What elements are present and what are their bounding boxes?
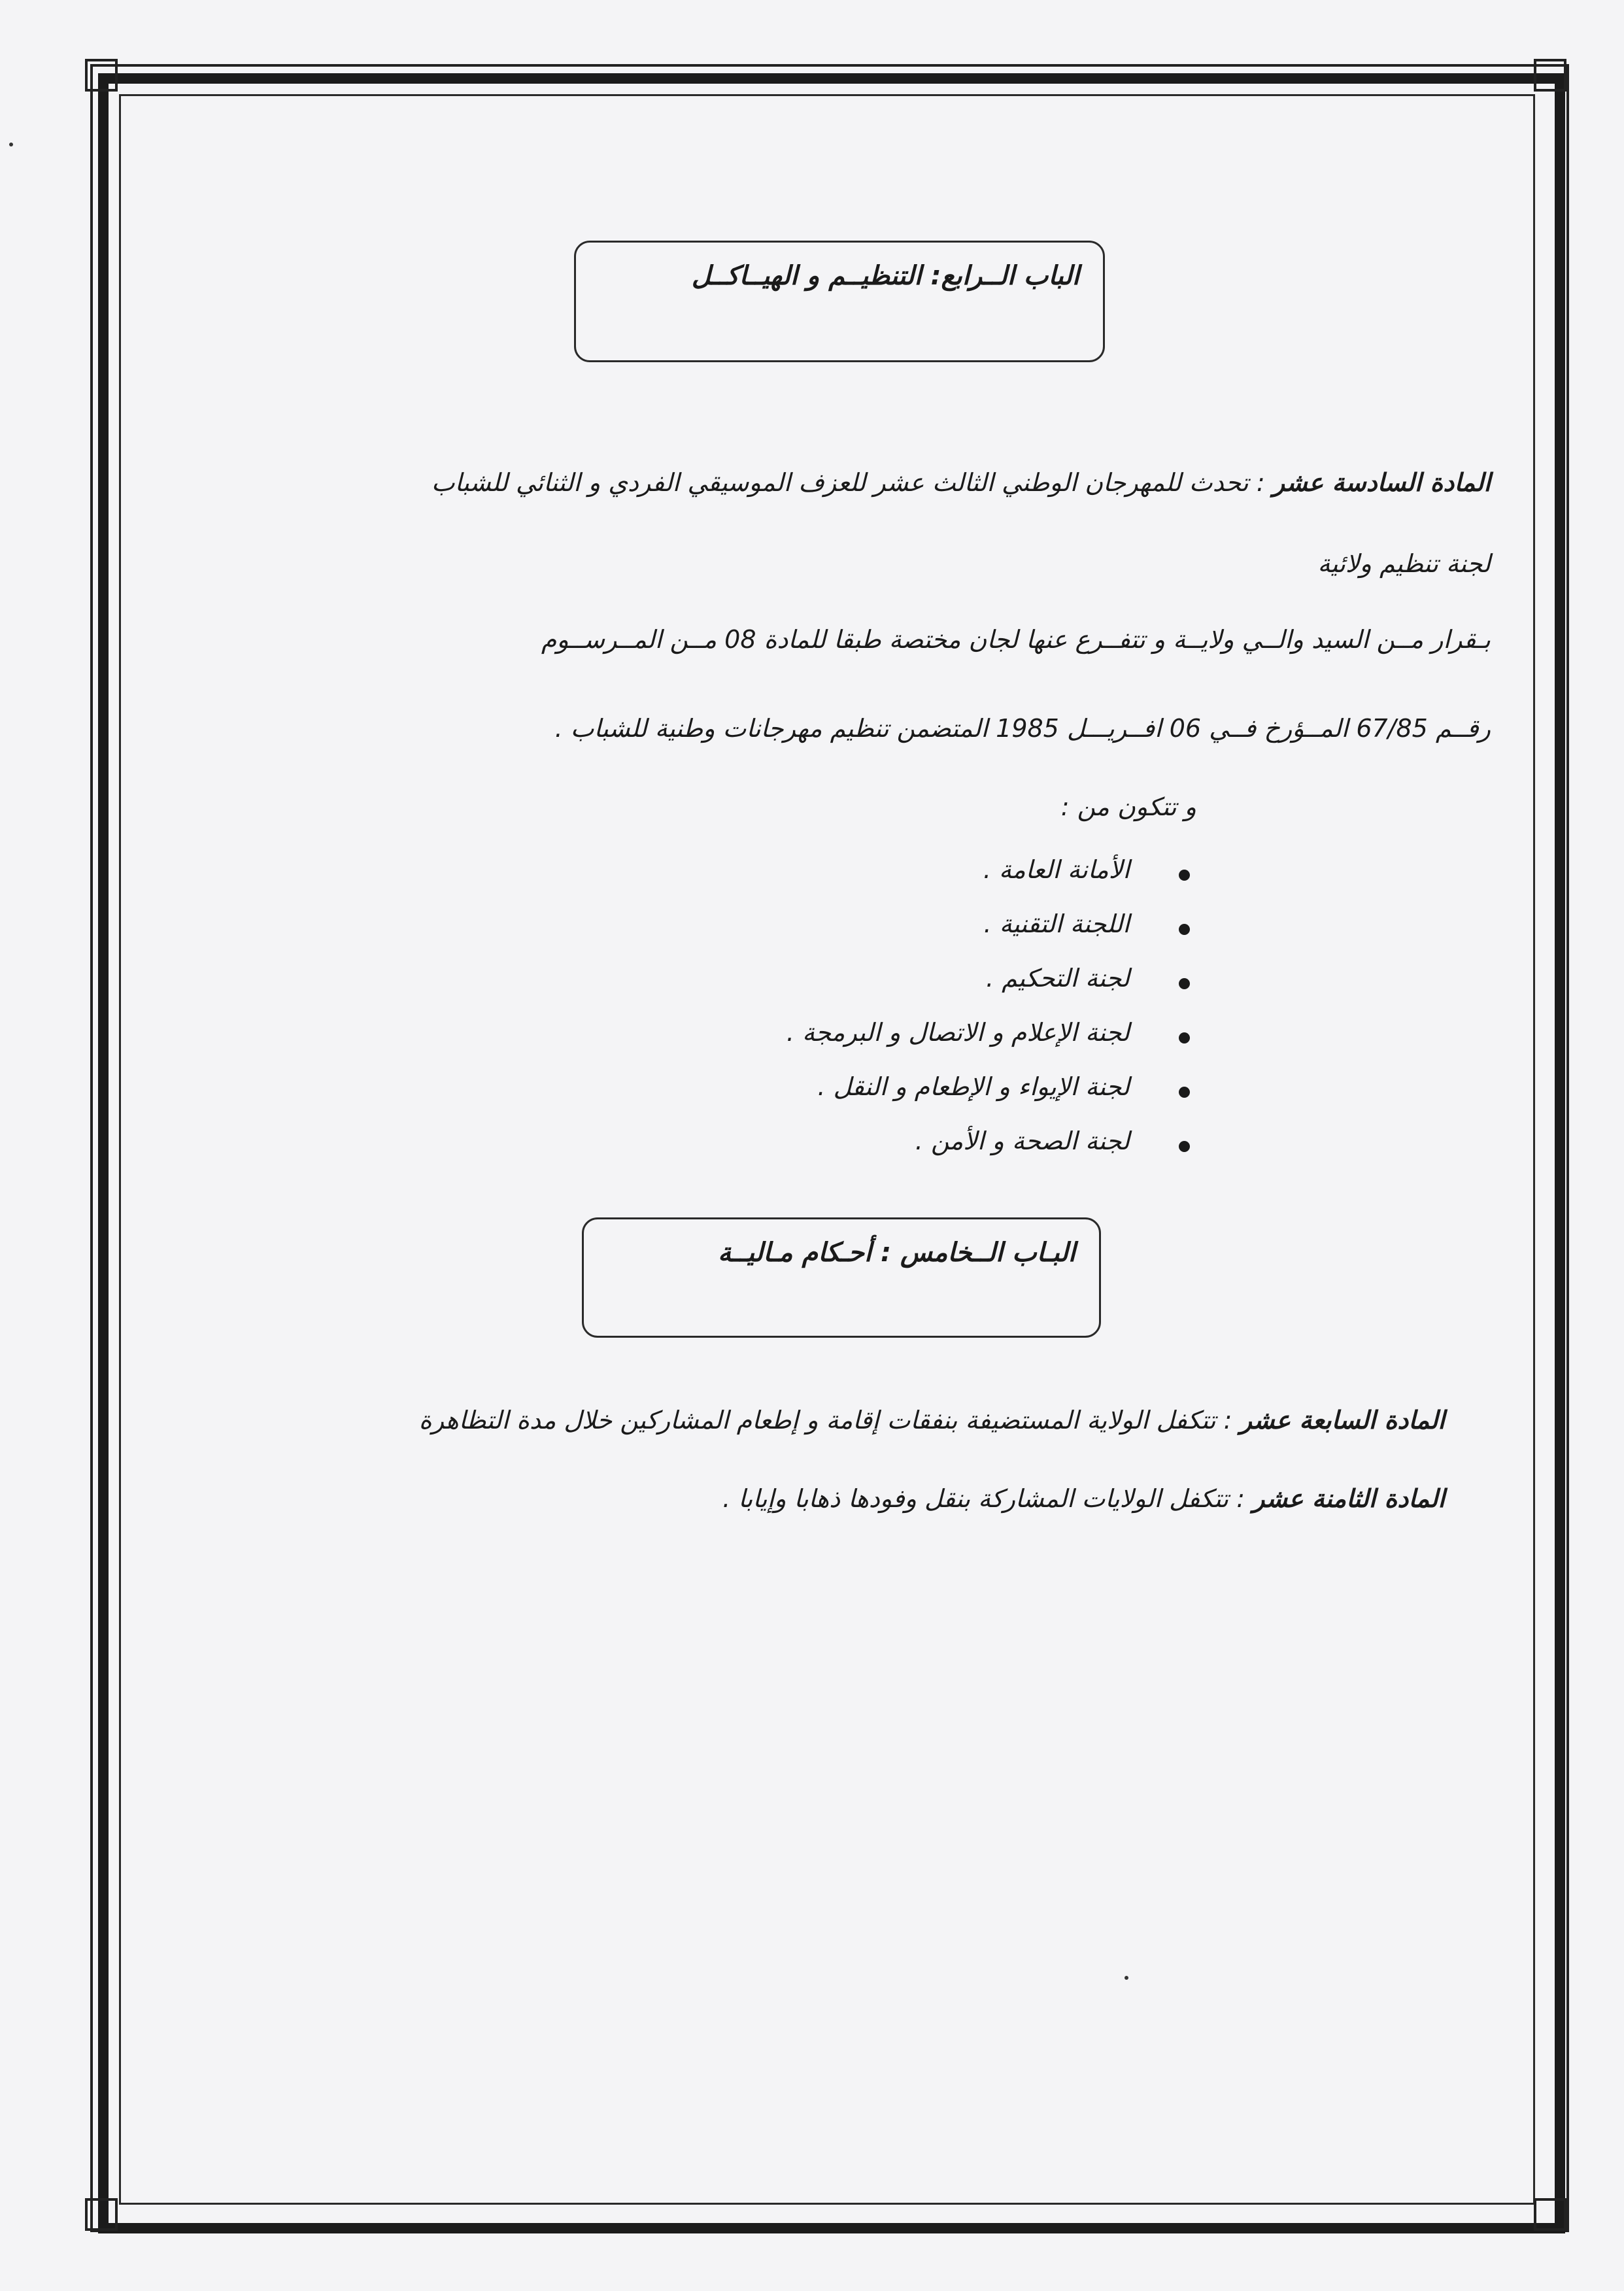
- article-18-label: المادة الثامنة عشر: [1253, 1484, 1445, 1513]
- article-16-committee: لجنة تنظيم ولائية: [1317, 549, 1491, 578]
- bullet-icon: [1179, 978, 1190, 989]
- list-item-text: الأمانة العامة .: [983, 855, 1130, 884]
- chapter-five-title-box: [582, 1217, 1101, 1338]
- committees-list: [588, 855, 1190, 1181]
- chapter-five-title: البـاب الــخامس : أحـكام مـاليــة: [718, 1238, 1075, 1268]
- article-16-decree-reference: رقــم 67/85 المــؤرخ فــي 06 افــريـــل 1985 المتضمن تنظيم مهرجانات وطنية للشباب .: [554, 714, 1491, 743]
- chapter-four-title: الباب الــرابع: التنظيــم و الهيــاكــل: [691, 261, 1079, 291]
- list-item: [588, 964, 1190, 1018]
- composition-intro: و تتكون من :: [1060, 792, 1196, 821]
- scan-speck: [9, 143, 13, 146]
- list-item: [588, 1018, 1190, 1072]
- scan-speck: [1125, 1976, 1128, 1980]
- bullet-icon: [1179, 870, 1190, 881]
- list-item: [588, 855, 1190, 909]
- bullet-icon: [1179, 1141, 1190, 1152]
- list-item-text: اللجنة التقنية .: [983, 909, 1130, 938]
- article-16-line-3: [216, 625, 1491, 654]
- list-item: [588, 1127, 1190, 1181]
- list-item-text: لجنة التحكيم .: [985, 964, 1130, 993]
- article-17-label: المادة السابعة عشر: [1240, 1406, 1445, 1434]
- chapter-four-title-box: [574, 241, 1105, 362]
- border-corner-ornament: [1534, 59, 1566, 92]
- article-16-line-4: [216, 714, 1491, 743]
- list-item-text: لجنة الصحة و الأمن .: [915, 1127, 1130, 1155]
- article-16-text: : تحدث للمهرجان الوطني الثالث عشر للعزف الموسيقي الفردي و الثنائي للشباب: [431, 468, 1265, 497]
- article-16-intro: [654, 792, 1196, 821]
- list-item: [588, 909, 1190, 964]
- bullet-icon: [1179, 1087, 1190, 1098]
- bullet-icon: [1179, 1032, 1190, 1044]
- bullet-icon: [1179, 924, 1190, 935]
- list-item: [588, 1072, 1190, 1127]
- article-17-text: : تتكفل الولاية المستضيفة بنفقات إقامة و إطعام المشاركين خلال مدة التظاهرة: [418, 1406, 1232, 1434]
- border-corner-ornament: [85, 2198, 118, 2231]
- article-17-line: [248, 1406, 1445, 1434]
- article-16-line-2: [235, 549, 1491, 578]
- article-16-label: المادة السادسة عشر: [1272, 468, 1491, 497]
- border-corner-ornament: [1534, 2198, 1566, 2231]
- article-16-decree-text: بـقرار مــن السيد والــي ولايــة و تتفــرع عنها لجان مختصة طبقا للمادة 08 مــن المــرســوم: [541, 625, 1491, 654]
- list-item-text: لجنة الإعلام و الاتصال و البرمجة .: [786, 1018, 1130, 1047]
- article-18-line: [248, 1484, 1445, 1513]
- article-18-text: : تتكفل الولايات المشاركة بنقل وفودها ذهابا وإيابا .: [722, 1484, 1245, 1513]
- border-corner-ornament: [85, 59, 118, 92]
- article-16-line-1: [235, 468, 1491, 497]
- list-item-text: لجنة الإيواء و الإطعام و النقل .: [817, 1072, 1130, 1101]
